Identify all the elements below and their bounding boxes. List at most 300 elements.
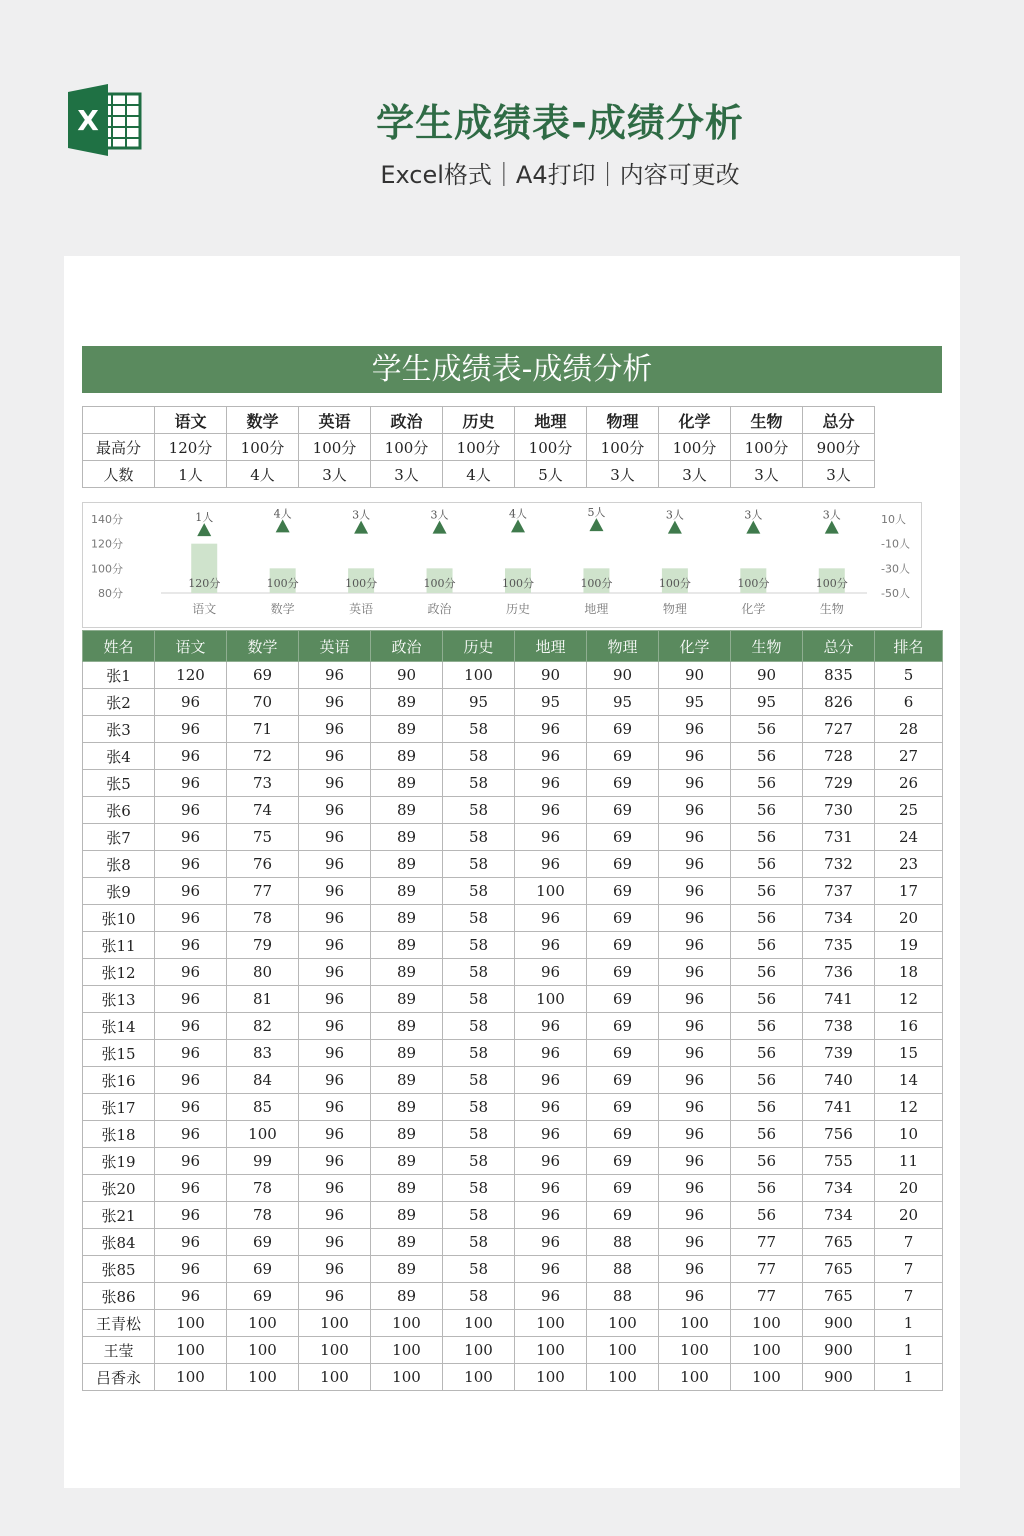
- score-cell[interactable]: 96: [155, 851, 227, 878]
- score-cell[interactable]: 58: [443, 1067, 515, 1094]
- score-cell[interactable]: 89: [371, 959, 443, 986]
- student-name-cell[interactable]: 张7: [83, 824, 155, 851]
- score-cell[interactable]: 96: [299, 851, 371, 878]
- score-cell[interactable]: 100: [155, 1337, 227, 1364]
- column-header[interactable]: 数学: [227, 631, 299, 662]
- score-cell[interactable]: 19: [875, 932, 943, 959]
- score-cell[interactable]: 737: [803, 878, 875, 905]
- score-cell[interactable]: 100: [371, 1364, 443, 1391]
- score-cell[interactable]: 58: [443, 1202, 515, 1229]
- score-cell[interactable]: 900: [803, 1337, 875, 1364]
- score-cell[interactable]: 100: [587, 1310, 659, 1337]
- score-cell[interactable]: 826: [803, 689, 875, 716]
- score-cell[interactable]: 58: [443, 1229, 515, 1256]
- score-cell[interactable]: 100: [155, 1310, 227, 1337]
- score-cell[interactable]: 56: [731, 851, 803, 878]
- score-cell[interactable]: 75: [227, 824, 299, 851]
- score-cell[interactable]: 69: [587, 1202, 659, 1229]
- score-cell[interactable]: 90: [659, 662, 731, 689]
- score-cell[interactable]: 100: [659, 1337, 731, 1364]
- score-cell[interactable]: 736: [803, 959, 875, 986]
- score-cell[interactable]: 89: [371, 851, 443, 878]
- student-name-cell[interactable]: 张6: [83, 797, 155, 824]
- score-cell[interactable]: 56: [731, 1175, 803, 1202]
- score-cell[interactable]: 96: [515, 743, 587, 770]
- score-cell[interactable]: 58: [443, 1256, 515, 1283]
- score-cell[interactable]: 96: [155, 905, 227, 932]
- score-cell[interactable]: 96: [515, 1148, 587, 1175]
- score-cell[interactable]: 100: [443, 1337, 515, 1364]
- score-cell[interactable]: 69: [587, 1175, 659, 1202]
- score-cell[interactable]: 100: [227, 1121, 299, 1148]
- score-cell[interactable]: 96: [515, 1121, 587, 1148]
- score-cell[interactable]: 69: [587, 1040, 659, 1067]
- score-cell[interactable]: 100: [443, 662, 515, 689]
- score-cell[interactable]: 96: [155, 932, 227, 959]
- score-cell[interactable]: 89: [371, 770, 443, 797]
- score-cell[interactable]: 70: [227, 689, 299, 716]
- score-cell[interactable]: 96: [155, 1175, 227, 1202]
- score-cell[interactable]: 89: [371, 1256, 443, 1283]
- score-cell[interactable]: 14: [875, 1067, 943, 1094]
- score-cell[interactable]: 96: [155, 959, 227, 986]
- score-cell[interactable]: 80: [227, 959, 299, 986]
- score-cell[interactable]: 96: [515, 1067, 587, 1094]
- column-header[interactable]: 地理: [515, 631, 587, 662]
- score-cell[interactable]: 58: [443, 959, 515, 986]
- score-cell[interactable]: 95: [659, 689, 731, 716]
- score-cell[interactable]: 7: [875, 1256, 943, 1283]
- score-cell[interactable]: 96: [299, 1229, 371, 1256]
- column-header[interactable]: 总分: [803, 631, 875, 662]
- score-cell[interactable]: 69: [587, 878, 659, 905]
- score-cell[interactable]: 100: [227, 1310, 299, 1337]
- score-cell[interactable]: 100: [299, 1337, 371, 1364]
- score-cell[interactable]: 100: [443, 1364, 515, 1391]
- score-cell[interactable]: 5: [875, 662, 943, 689]
- score-cell[interactable]: 1: [875, 1364, 943, 1391]
- score-cell[interactable]: 89: [371, 878, 443, 905]
- score-cell[interactable]: 96: [299, 1202, 371, 1229]
- student-name-cell[interactable]: 王莹: [83, 1337, 155, 1364]
- score-cell[interactable]: 72: [227, 743, 299, 770]
- student-name-cell[interactable]: 张5: [83, 770, 155, 797]
- score-cell[interactable]: 95: [587, 689, 659, 716]
- score-cell[interactable]: 96: [155, 1256, 227, 1283]
- score-cell[interactable]: 69: [227, 662, 299, 689]
- score-cell[interactable]: 765: [803, 1256, 875, 1283]
- score-cell[interactable]: 731: [803, 824, 875, 851]
- score-cell[interactable]: 100: [371, 1337, 443, 1364]
- score-cell[interactable]: 96: [299, 662, 371, 689]
- score-cell[interactable]: 90: [587, 662, 659, 689]
- student-name-cell[interactable]: 张9: [83, 878, 155, 905]
- score-cell[interactable]: 96: [659, 797, 731, 824]
- student-name-cell[interactable]: 吕香永: [83, 1364, 155, 1391]
- score-cell[interactable]: 56: [731, 824, 803, 851]
- score-cell[interactable]: 96: [155, 1202, 227, 1229]
- score-cell[interactable]: 96: [515, 716, 587, 743]
- score-cell[interactable]: 58: [443, 986, 515, 1013]
- score-cell[interactable]: 56: [731, 986, 803, 1013]
- score-cell[interactable]: 69: [587, 743, 659, 770]
- score-cell[interactable]: 100: [299, 1310, 371, 1337]
- score-cell[interactable]: 735: [803, 932, 875, 959]
- student-name-cell[interactable]: 张20: [83, 1175, 155, 1202]
- score-cell[interactable]: 99: [227, 1148, 299, 1175]
- score-cell[interactable]: 96: [155, 986, 227, 1013]
- column-header[interactable]: 生物: [731, 631, 803, 662]
- score-cell[interactable]: 728: [803, 743, 875, 770]
- score-cell[interactable]: 69: [587, 851, 659, 878]
- score-cell[interactable]: 56: [731, 743, 803, 770]
- score-cell[interactable]: 82: [227, 1013, 299, 1040]
- score-cell[interactable]: 89: [371, 797, 443, 824]
- score-cell[interactable]: 96: [515, 824, 587, 851]
- score-cell[interactable]: 95: [515, 689, 587, 716]
- score-cell[interactable]: 89: [371, 1121, 443, 1148]
- column-header[interactable]: 政治: [371, 631, 443, 662]
- student-name-cell[interactable]: 张2: [83, 689, 155, 716]
- score-cell[interactable]: 58: [443, 1175, 515, 1202]
- score-cell[interactable]: 56: [731, 716, 803, 743]
- score-cell[interactable]: 89: [371, 932, 443, 959]
- score-cell[interactable]: 69: [587, 770, 659, 797]
- score-cell[interactable]: 96: [299, 932, 371, 959]
- score-cell[interactable]: 100: [587, 1364, 659, 1391]
- score-cell[interactable]: 1: [875, 1310, 943, 1337]
- score-cell[interactable]: 58: [443, 851, 515, 878]
- score-cell[interactable]: 96: [155, 716, 227, 743]
- score-cell[interactable]: 96: [515, 1229, 587, 1256]
- score-cell[interactable]: 100: [155, 1364, 227, 1391]
- score-cell[interactable]: 56: [731, 1040, 803, 1067]
- score-cell[interactable]: 95: [443, 689, 515, 716]
- score-cell[interactable]: 100: [659, 1310, 731, 1337]
- score-cell[interactable]: 74: [227, 797, 299, 824]
- score-cell[interactable]: 71: [227, 716, 299, 743]
- score-cell[interactable]: 20: [875, 905, 943, 932]
- score-cell[interactable]: 96: [299, 1148, 371, 1175]
- score-cell[interactable]: 100: [659, 1364, 731, 1391]
- score-cell[interactable]: 90: [515, 662, 587, 689]
- score-cell[interactable]: 1: [875, 1337, 943, 1364]
- column-header[interactable]: 语文: [155, 631, 227, 662]
- score-cell[interactable]: 96: [515, 1256, 587, 1283]
- score-cell[interactable]: 58: [443, 797, 515, 824]
- score-cell[interactable]: 100: [731, 1364, 803, 1391]
- score-cell[interactable]: 58: [443, 716, 515, 743]
- score-cell[interactable]: 69: [227, 1256, 299, 1283]
- score-cell[interactable]: 84: [227, 1067, 299, 1094]
- score-cell[interactable]: 734: [803, 905, 875, 932]
- score-cell[interactable]: 10: [875, 1121, 943, 1148]
- score-cell[interactable]: 73: [227, 770, 299, 797]
- score-cell[interactable]: 69: [587, 1121, 659, 1148]
- score-cell[interactable]: 58: [443, 932, 515, 959]
- score-cell[interactable]: 58: [443, 743, 515, 770]
- score-cell[interactable]: 96: [659, 1148, 731, 1175]
- score-cell[interactable]: 56: [731, 878, 803, 905]
- score-cell[interactable]: 11: [875, 1148, 943, 1175]
- score-cell[interactable]: 6: [875, 689, 943, 716]
- score-cell[interactable]: 96: [155, 1040, 227, 1067]
- score-cell[interactable]: 15: [875, 1040, 943, 1067]
- score-cell[interactable]: 96: [299, 716, 371, 743]
- score-cell[interactable]: 77: [731, 1229, 803, 1256]
- score-cell[interactable]: 20: [875, 1202, 943, 1229]
- score-cell[interactable]: 69: [227, 1229, 299, 1256]
- score-cell[interactable]: 56: [731, 1148, 803, 1175]
- score-cell[interactable]: 96: [659, 1040, 731, 1067]
- score-cell[interactable]: 58: [443, 824, 515, 851]
- column-header[interactable]: 物理: [587, 631, 659, 662]
- score-cell[interactable]: 24: [875, 824, 943, 851]
- score-cell[interactable]: 96: [299, 797, 371, 824]
- score-cell[interactable]: 738: [803, 1013, 875, 1040]
- score-cell[interactable]: 96: [299, 905, 371, 932]
- score-cell[interactable]: 765: [803, 1229, 875, 1256]
- score-cell[interactable]: 89: [371, 1202, 443, 1229]
- score-cell[interactable]: 900: [803, 1364, 875, 1391]
- score-cell[interactable]: 96: [515, 932, 587, 959]
- score-cell[interactable]: 96: [515, 797, 587, 824]
- score-cell[interactable]: 835: [803, 662, 875, 689]
- score-cell[interactable]: 78: [227, 1175, 299, 1202]
- score-cell[interactable]: 96: [155, 743, 227, 770]
- score-cell[interactable]: 96: [299, 878, 371, 905]
- score-cell[interactable]: 96: [299, 1040, 371, 1067]
- score-cell[interactable]: 96: [299, 1094, 371, 1121]
- score-cell[interactable]: 96: [659, 1094, 731, 1121]
- score-cell[interactable]: 756: [803, 1121, 875, 1148]
- student-name-cell[interactable]: 张84: [83, 1229, 155, 1256]
- score-cell[interactable]: 89: [371, 824, 443, 851]
- student-name-cell[interactable]: 张21: [83, 1202, 155, 1229]
- score-cell[interactable]: 69: [587, 932, 659, 959]
- score-cell[interactable]: 96: [515, 1175, 587, 1202]
- score-cell[interactable]: 58: [443, 878, 515, 905]
- score-cell[interactable]: 96: [659, 986, 731, 1013]
- score-cell[interactable]: 96: [155, 1094, 227, 1121]
- score-cell[interactable]: 18: [875, 959, 943, 986]
- student-name-cell[interactable]: 张4: [83, 743, 155, 770]
- score-cell[interactable]: 12: [875, 986, 943, 1013]
- score-cell[interactable]: 96: [659, 1283, 731, 1310]
- score-cell[interactable]: 58: [443, 1094, 515, 1121]
- score-cell[interactable]: 69: [587, 1148, 659, 1175]
- student-name-cell[interactable]: 张17: [83, 1094, 155, 1121]
- score-cell[interactable]: 69: [587, 905, 659, 932]
- score-cell[interactable]: 28: [875, 716, 943, 743]
- score-cell[interactable]: 76: [227, 851, 299, 878]
- score-cell[interactable]: 56: [731, 1202, 803, 1229]
- score-cell[interactable]: 96: [659, 824, 731, 851]
- score-cell[interactable]: 79: [227, 932, 299, 959]
- score-cell[interactable]: 56: [731, 1067, 803, 1094]
- score-cell[interactable]: 100: [515, 1337, 587, 1364]
- score-cell[interactable]: 56: [731, 1121, 803, 1148]
- score-cell[interactable]: 740: [803, 1067, 875, 1094]
- score-cell[interactable]: 56: [731, 905, 803, 932]
- score-cell[interactable]: 78: [227, 905, 299, 932]
- score-cell[interactable]: 88: [587, 1283, 659, 1310]
- score-cell[interactable]: 58: [443, 1283, 515, 1310]
- score-cell[interactable]: 90: [731, 662, 803, 689]
- score-cell[interactable]: 96: [299, 770, 371, 797]
- score-cell[interactable]: 95: [731, 689, 803, 716]
- score-cell[interactable]: 58: [443, 770, 515, 797]
- column-header[interactable]: 姓名: [83, 631, 155, 662]
- score-cell[interactable]: 96: [659, 1202, 731, 1229]
- score-cell[interactable]: 26: [875, 770, 943, 797]
- score-cell[interactable]: 89: [371, 1175, 443, 1202]
- score-cell[interactable]: 96: [515, 1283, 587, 1310]
- score-cell[interactable]: 96: [659, 1229, 731, 1256]
- score-cell[interactable]: 100: [515, 986, 587, 1013]
- score-cell[interactable]: 96: [155, 1148, 227, 1175]
- score-cell[interactable]: 96: [155, 878, 227, 905]
- score-cell[interactable]: 89: [371, 1148, 443, 1175]
- score-cell[interactable]: 96: [659, 1013, 731, 1040]
- score-cell[interactable]: 96: [155, 1229, 227, 1256]
- student-name-cell[interactable]: 张15: [83, 1040, 155, 1067]
- score-cell[interactable]: 12: [875, 1094, 943, 1121]
- score-cell[interactable]: 100: [515, 878, 587, 905]
- score-cell[interactable]: 89: [371, 1283, 443, 1310]
- column-header[interactable]: 排名: [875, 631, 943, 662]
- score-cell[interactable]: 89: [371, 743, 443, 770]
- score-cell[interactable]: 96: [299, 824, 371, 851]
- student-name-cell[interactable]: 张3: [83, 716, 155, 743]
- score-cell[interactable]: 96: [299, 1256, 371, 1283]
- score-cell[interactable]: 58: [443, 1121, 515, 1148]
- score-cell[interactable]: 7: [875, 1283, 943, 1310]
- score-cell[interactable]: 96: [659, 1067, 731, 1094]
- score-cell[interactable]: 96: [299, 986, 371, 1013]
- score-cell[interactable]: 96: [299, 1283, 371, 1310]
- score-cell[interactable]: 96: [299, 689, 371, 716]
- score-cell[interactable]: 90: [371, 662, 443, 689]
- student-name-cell[interactable]: 张85: [83, 1256, 155, 1283]
- score-cell[interactable]: 96: [515, 1013, 587, 1040]
- student-name-cell[interactable]: 张16: [83, 1067, 155, 1094]
- score-cell[interactable]: 96: [155, 1013, 227, 1040]
- score-cell[interactable]: 96: [659, 1175, 731, 1202]
- score-cell[interactable]: 69: [587, 797, 659, 824]
- score-cell[interactable]: 27: [875, 743, 943, 770]
- score-cell[interactable]: 96: [515, 1094, 587, 1121]
- score-cell[interactable]: 96: [659, 743, 731, 770]
- score-cell[interactable]: 755: [803, 1148, 875, 1175]
- score-cell[interactable]: 89: [371, 1013, 443, 1040]
- score-cell[interactable]: 69: [227, 1283, 299, 1310]
- score-cell[interactable]: 96: [299, 959, 371, 986]
- score-cell[interactable]: 88: [587, 1256, 659, 1283]
- score-cell[interactable]: 96: [515, 1040, 587, 1067]
- column-header[interactable]: 化学: [659, 631, 731, 662]
- score-cell[interactable]: 96: [155, 797, 227, 824]
- student-name-cell[interactable]: 张18: [83, 1121, 155, 1148]
- score-cell[interactable]: 734: [803, 1175, 875, 1202]
- score-cell[interactable]: 69: [587, 824, 659, 851]
- score-cell[interactable]: 730: [803, 797, 875, 824]
- student-name-cell[interactable]: 张14: [83, 1013, 155, 1040]
- score-cell[interactable]: 100: [731, 1310, 803, 1337]
- score-cell[interactable]: 96: [659, 716, 731, 743]
- score-cell[interactable]: 100: [731, 1337, 803, 1364]
- score-cell[interactable]: 83: [227, 1040, 299, 1067]
- score-cell[interactable]: 69: [587, 1094, 659, 1121]
- score-cell[interactable]: 739: [803, 1040, 875, 1067]
- score-cell[interactable]: 100: [227, 1337, 299, 1364]
- score-cell[interactable]: 89: [371, 1067, 443, 1094]
- score-cell[interactable]: 741: [803, 1094, 875, 1121]
- score-cell[interactable]: 96: [299, 1013, 371, 1040]
- score-cell[interactable]: 89: [371, 905, 443, 932]
- student-name-cell[interactable]: 张11: [83, 932, 155, 959]
- score-cell[interactable]: 58: [443, 1148, 515, 1175]
- score-cell[interactable]: 741: [803, 986, 875, 1013]
- student-name-cell[interactable]: 张19: [83, 1148, 155, 1175]
- student-name-cell[interactable]: 张12: [83, 959, 155, 986]
- score-cell[interactable]: 77: [731, 1256, 803, 1283]
- score-cell[interactable]: 96: [155, 770, 227, 797]
- score-cell[interactable]: 58: [443, 905, 515, 932]
- student-name-cell[interactable]: 张8: [83, 851, 155, 878]
- score-cell[interactable]: 96: [515, 905, 587, 932]
- score-cell[interactable]: 56: [731, 1013, 803, 1040]
- score-cell[interactable]: 56: [731, 797, 803, 824]
- score-cell[interactable]: 100: [227, 1364, 299, 1391]
- score-cell[interactable]: 96: [515, 1202, 587, 1229]
- score-cell[interactable]: 69: [587, 959, 659, 986]
- column-header[interactable]: 历史: [443, 631, 515, 662]
- score-cell[interactable]: 96: [515, 770, 587, 797]
- student-name-cell[interactable]: 张13: [83, 986, 155, 1013]
- score-cell[interactable]: 96: [659, 1256, 731, 1283]
- score-cell[interactable]: 69: [587, 1013, 659, 1040]
- score-cell[interactable]: 56: [731, 1094, 803, 1121]
- score-cell[interactable]: 56: [731, 959, 803, 986]
- score-cell[interactable]: 7: [875, 1229, 943, 1256]
- score-cell[interactable]: 900: [803, 1310, 875, 1337]
- score-cell[interactable]: 100: [299, 1364, 371, 1391]
- score-cell[interactable]: 96: [299, 1067, 371, 1094]
- score-cell[interactable]: 96: [155, 1067, 227, 1094]
- score-cell[interactable]: 69: [587, 716, 659, 743]
- score-cell[interactable]: 69: [587, 986, 659, 1013]
- score-cell[interactable]: 120: [155, 662, 227, 689]
- score-cell[interactable]: 100: [515, 1364, 587, 1391]
- score-cell[interactable]: 96: [299, 1175, 371, 1202]
- score-cell[interactable]: 58: [443, 1040, 515, 1067]
- score-cell[interactable]: 100: [371, 1310, 443, 1337]
- score-cell[interactable]: 89: [371, 1094, 443, 1121]
- score-cell[interactable]: 58: [443, 1013, 515, 1040]
- score-cell[interactable]: 765: [803, 1283, 875, 1310]
- score-cell[interactable]: 78: [227, 1202, 299, 1229]
- score-cell[interactable]: 96: [299, 1121, 371, 1148]
- score-cell[interactable]: 100: [587, 1337, 659, 1364]
- score-cell[interactable]: 89: [371, 986, 443, 1013]
- score-cell[interactable]: 77: [227, 878, 299, 905]
- score-cell[interactable]: 89: [371, 716, 443, 743]
- score-cell[interactable]: 69: [587, 1067, 659, 1094]
- student-name-cell[interactable]: 张86: [83, 1283, 155, 1310]
- score-cell[interactable]: 88: [587, 1229, 659, 1256]
- score-cell[interactable]: 96: [155, 1283, 227, 1310]
